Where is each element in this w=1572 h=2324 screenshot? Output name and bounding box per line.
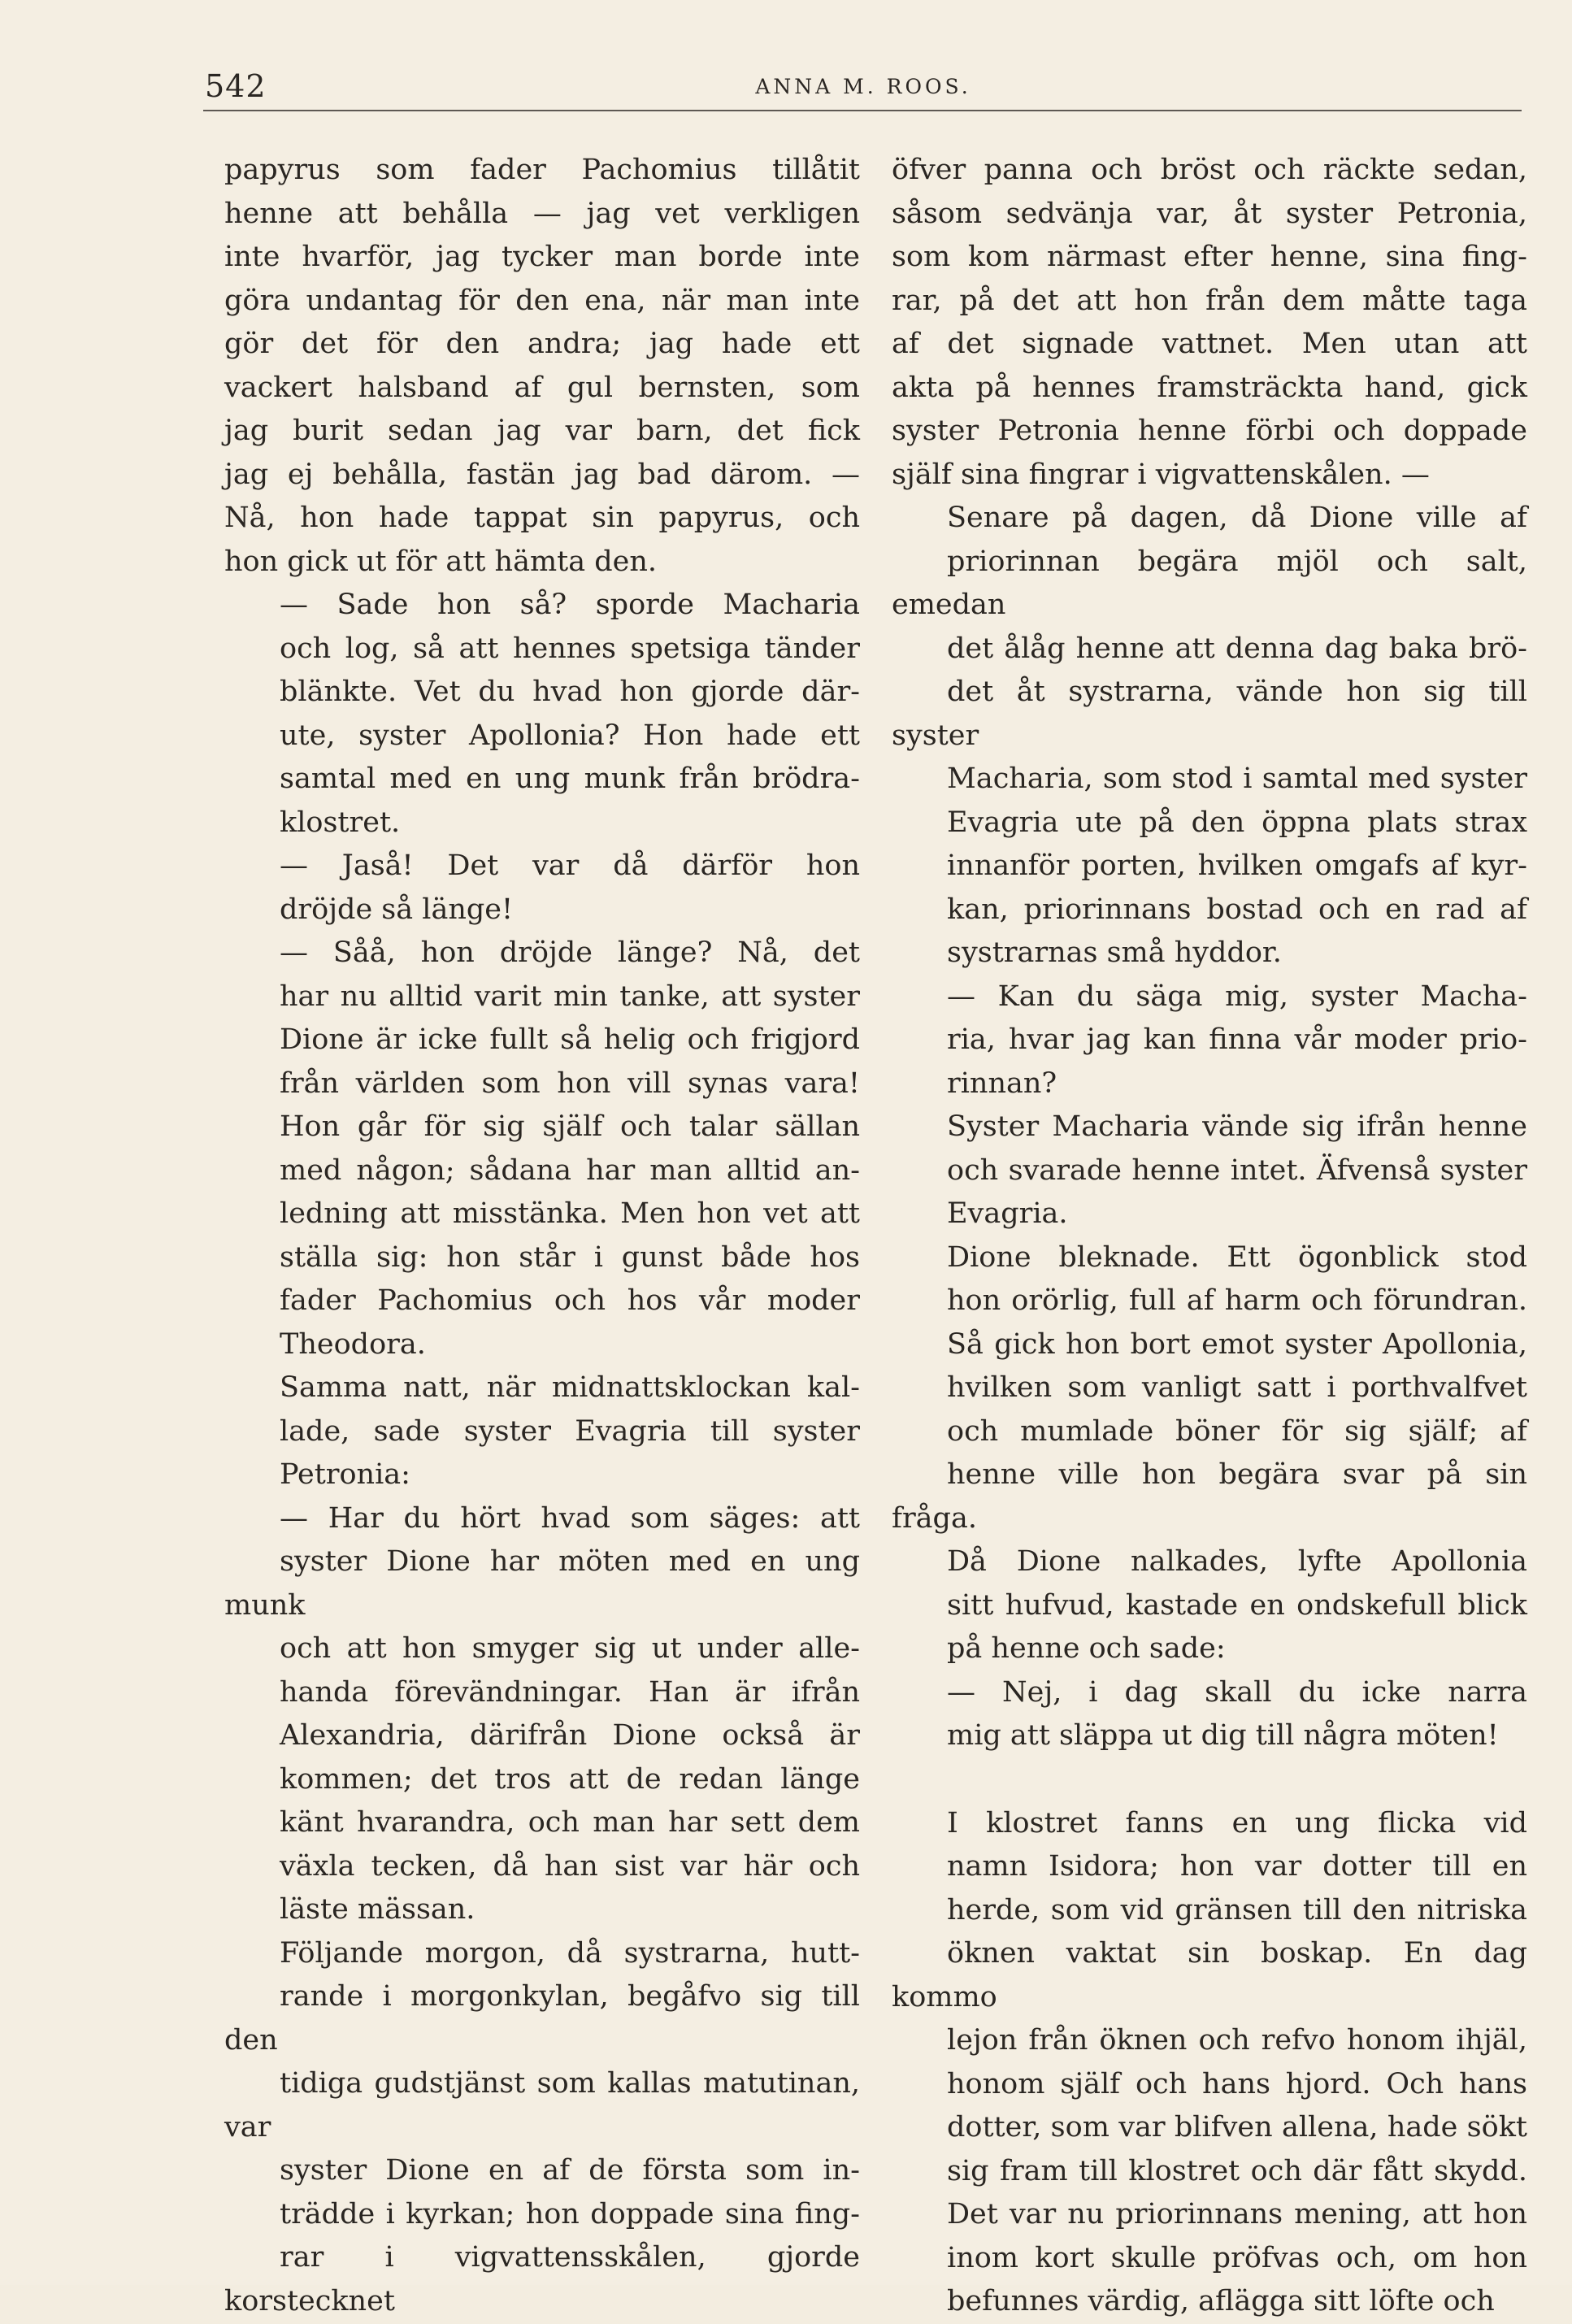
text-line: har nu alltid varit min tanke, att syster <box>280 980 860 1013</box>
text-line: och svarade henne intet. Äfvenså syster <box>947 1153 1527 1187</box>
text-line: inom kort skulle pröfvas och, om hon <box>947 2241 1527 2274</box>
text-line: det åt systrarna, vände hon sig till syster <box>892 675 1527 752</box>
text-line: vackert halsband af gul bernsten, som <box>224 371 860 404</box>
text-line: hon orörlig, full af harm och förundran. <box>947 1284 1527 1317</box>
text-line: innanför porten, hvilken omgafs af kyr- <box>947 849 1527 882</box>
paragraph <box>892 1236 1527 1541</box>
left-column <box>224 149 860 2323</box>
text-line: syster Petronia henne förbi och doppade <box>892 415 1527 447</box>
text-line: såsom sedvänja var, åt syster Petronia, <box>892 197 1527 230</box>
text-line: rar i vigvattensskålen, gjorde korstecknet <box>224 2241 860 2317</box>
header-rule <box>203 110 1522 111</box>
text-line: Evagria. <box>947 1197 1068 1230</box>
text-line: jag ej behålla, fastän jag bad därom. — <box>224 458 860 491</box>
text-line: sitt hufvud, kastade en ondskefull blick <box>947 1588 1527 1622</box>
text-line: känt hvarandra, och man har sett dem <box>280 1806 860 1839</box>
paragraph <box>892 149 1527 497</box>
text-line: Hon går för sig själf och talar sällan <box>280 1110 860 1143</box>
text-line: honom själf och hans hjord. Och hans <box>947 2067 1527 2100</box>
text-line: hon gick ut för att hämta den. <box>224 545 657 578</box>
text-line: herde, som vid gränsen till den nitriska <box>947 1893 1527 1927</box>
text-line: Nå, hon hade tappat sin papyrus, och <box>224 502 860 534</box>
paragraph <box>224 1932 860 2324</box>
text-line: dröjde så länge! <box>280 893 514 926</box>
text-line: papyrus som fader Pachomius tillåtit <box>224 154 860 186</box>
text-line: själf sina fingrar i vigvattenskålen. — <box>892 458 1430 491</box>
text-line: ute, syster Apollonia? Hon hade ett <box>280 719 860 752</box>
text-line: göra undantag för den ena, när man inte <box>224 284 860 317</box>
text-line: kan, priorinnans bostad och en rad af <box>947 893 1527 926</box>
paragraph <box>892 1671 1527 1758</box>
paragraph <box>224 1497 860 1932</box>
text-line: — Såå, hon dröjde länge? Nå, det <box>280 936 860 969</box>
paragraph <box>224 845 860 932</box>
text-line: lejon från öknen och refvo honom ihjäl, <box>947 2024 1527 2057</box>
text-line: rinnan? <box>947 1066 1057 1100</box>
page-header <box>205 59 1522 107</box>
text-line: ria, hvar jag kan finna vår moder prio- <box>947 1023 1527 1056</box>
text-line: tidiga gudstjänst som kallas matutinan, var <box>224 2067 860 2144</box>
text-line: och att hon smyger sig ut under alle- <box>280 1632 860 1665</box>
text-line: Det var nu priorinnans mening, att hon <box>947 2198 1527 2231</box>
text-line: Dione är icke fullt så helig och frigjord <box>280 1023 860 1056</box>
paragraph <box>892 1540 1527 1671</box>
text-line: ställa sig: hon står i gunst både hos <box>280 1240 860 1274</box>
text-line: växla tecken, då han sist var här och <box>280 1849 860 1883</box>
text-line: befunnes värdig, aflägga sitt löfte och <box>947 2285 1495 2317</box>
text-line: Petronia: <box>280 1458 410 1491</box>
text-line: systrarnas små hyddor. <box>947 936 1282 969</box>
text-line: akta på hennes framsträckta hand, gick <box>892 371 1527 404</box>
paragraph <box>892 1106 1527 1236</box>
text-line: klostret. <box>280 806 401 839</box>
text-line: — Sade hon så? sporde Macharia <box>280 589 860 621</box>
text-line: Evagria ute på den öppna plats strax <box>947 806 1527 839</box>
text-line: sig fram till klostret och där fått skydd. <box>947 2154 1527 2187</box>
text-line: trädde i kyrkan; hon doppade sina fing- <box>280 2197 860 2231</box>
text-line: öknen vaktat sin boskap. En dag kommo <box>892 1937 1527 2013</box>
paragraph <box>224 584 860 845</box>
paragraph <box>224 149 860 584</box>
text-line: af det signade vattnet. Men utan att <box>892 328 1527 360</box>
text-line: I klostret fanns en ung flicka vid <box>947 1806 1527 1840</box>
text-line: — Nej, i dag skall du icke narra <box>947 1675 1527 1709</box>
text-line: ledning att misstänka. Men hon vet att <box>280 1197 860 1230</box>
text-line: Dione bleknade. Ett ögonblick stod <box>947 1240 1527 1274</box>
text-line: Samma natt, när midnattsklockan kal- <box>280 1371 860 1404</box>
text-line: Så gick hon bort emot syster Apollonia, <box>947 1327 1527 1361</box>
text-line: Alexandria, därifrån Dione också är <box>280 1719 860 1752</box>
text-line: gör det för den andra; jag hade ett <box>224 328 860 360</box>
text-line: det ålåg henne att denna dag baka brö- <box>947 632 1527 665</box>
text-line: Theodora. <box>280 1327 426 1361</box>
text-line: Senare på dagen, då Dione ville af <box>947 502 1527 534</box>
text-line: handa förevändningar. Han är ifrån <box>280 1675 860 1709</box>
running-head: ANNA M. ROOS. <box>755 75 971 98</box>
text-line: läste mässan. <box>280 1893 476 1926</box>
text-line: dotter, som var blifven allena, hade sökt <box>947 2111 1527 2144</box>
text-line: Syster Macharia vände sig ifrån henne <box>947 1110 1527 1143</box>
text-line: rar, på det att hon från dem måtte taga <box>892 284 1527 317</box>
paragraph <box>892 497 1527 975</box>
text-line: mig att släppa ut dig till några möten! <box>947 1719 1499 1752</box>
text-line: med någon; sådana har man alltid an- <box>280 1153 860 1187</box>
text-line: — Jaså! Det var då därför hon <box>280 849 860 882</box>
text-line: — Har du hört hvad som säges: att <box>280 1501 860 1535</box>
paragraph <box>892 975 1527 1106</box>
paragraph <box>224 932 860 1366</box>
text-line: Macharia, som stod i samtal med syster <box>947 762 1527 795</box>
text-line: henne ville hon begära svar på sin fråga. <box>892 1458 1527 1535</box>
text-line: — Kan du säga mig, syster Macha- <box>947 980 1527 1013</box>
text-line: öfver panna och bröst och räckte sedan, <box>892 154 1527 186</box>
text-line: namn Isidora; hon var dotter till en <box>947 1850 1527 1883</box>
paragraph <box>892 1802 1527 2324</box>
text-line: kommen; det tros att de redan länge <box>280 1762 860 1796</box>
text-line: syster Dione har möten med en ung munk <box>224 1545 860 1622</box>
text-line: blänkte. Vet du hvad hon gjorde där- <box>280 675 860 708</box>
text-line: och mumlade böner för sig själf; af <box>947 1414 1527 1448</box>
text-line: lade, sade syster Evagria till syster <box>280 1414 860 1448</box>
text-line: hvilken som vanligt satt i porthvalfvet <box>947 1371 1527 1404</box>
text-line: syster Dione en af de första som in- <box>280 2154 860 2187</box>
text-line: och log, så att hennes spetsiga tänder <box>280 632 860 665</box>
page-number: 542 <box>205 68 267 104</box>
text-line: från världen som hon vill synas vara! <box>280 1066 860 1100</box>
text-line: rande i morgonkylan, begåfvo sig till den <box>224 1980 860 2057</box>
text-line: inte hvarför, jag tycker man borde inte <box>224 241 860 273</box>
text-line: fader Pachomius och hos vår moder <box>280 1284 860 1317</box>
text-line: priorinnan begära mjöl och salt, emedan <box>892 545 1527 621</box>
text-line: jag burit sedan jag var barn, det fick <box>224 415 860 447</box>
paragraph <box>224 1366 860 1497</box>
right-column <box>892 149 1527 2324</box>
text-line: Följande morgon, då systrarna, hutt- <box>280 1936 860 1970</box>
text-line: som kom närmast efter henne, sina fing- <box>892 241 1527 273</box>
text-line: Då Dione nalkades, lyfte Apollonia <box>947 1545 1527 1578</box>
text-line: samtal med en ung munk från brödra- <box>280 762 860 795</box>
text-line: på henne och sade: <box>947 1632 1226 1665</box>
text-line: henne att behålla — jag vet verkligen <box>224 197 860 230</box>
